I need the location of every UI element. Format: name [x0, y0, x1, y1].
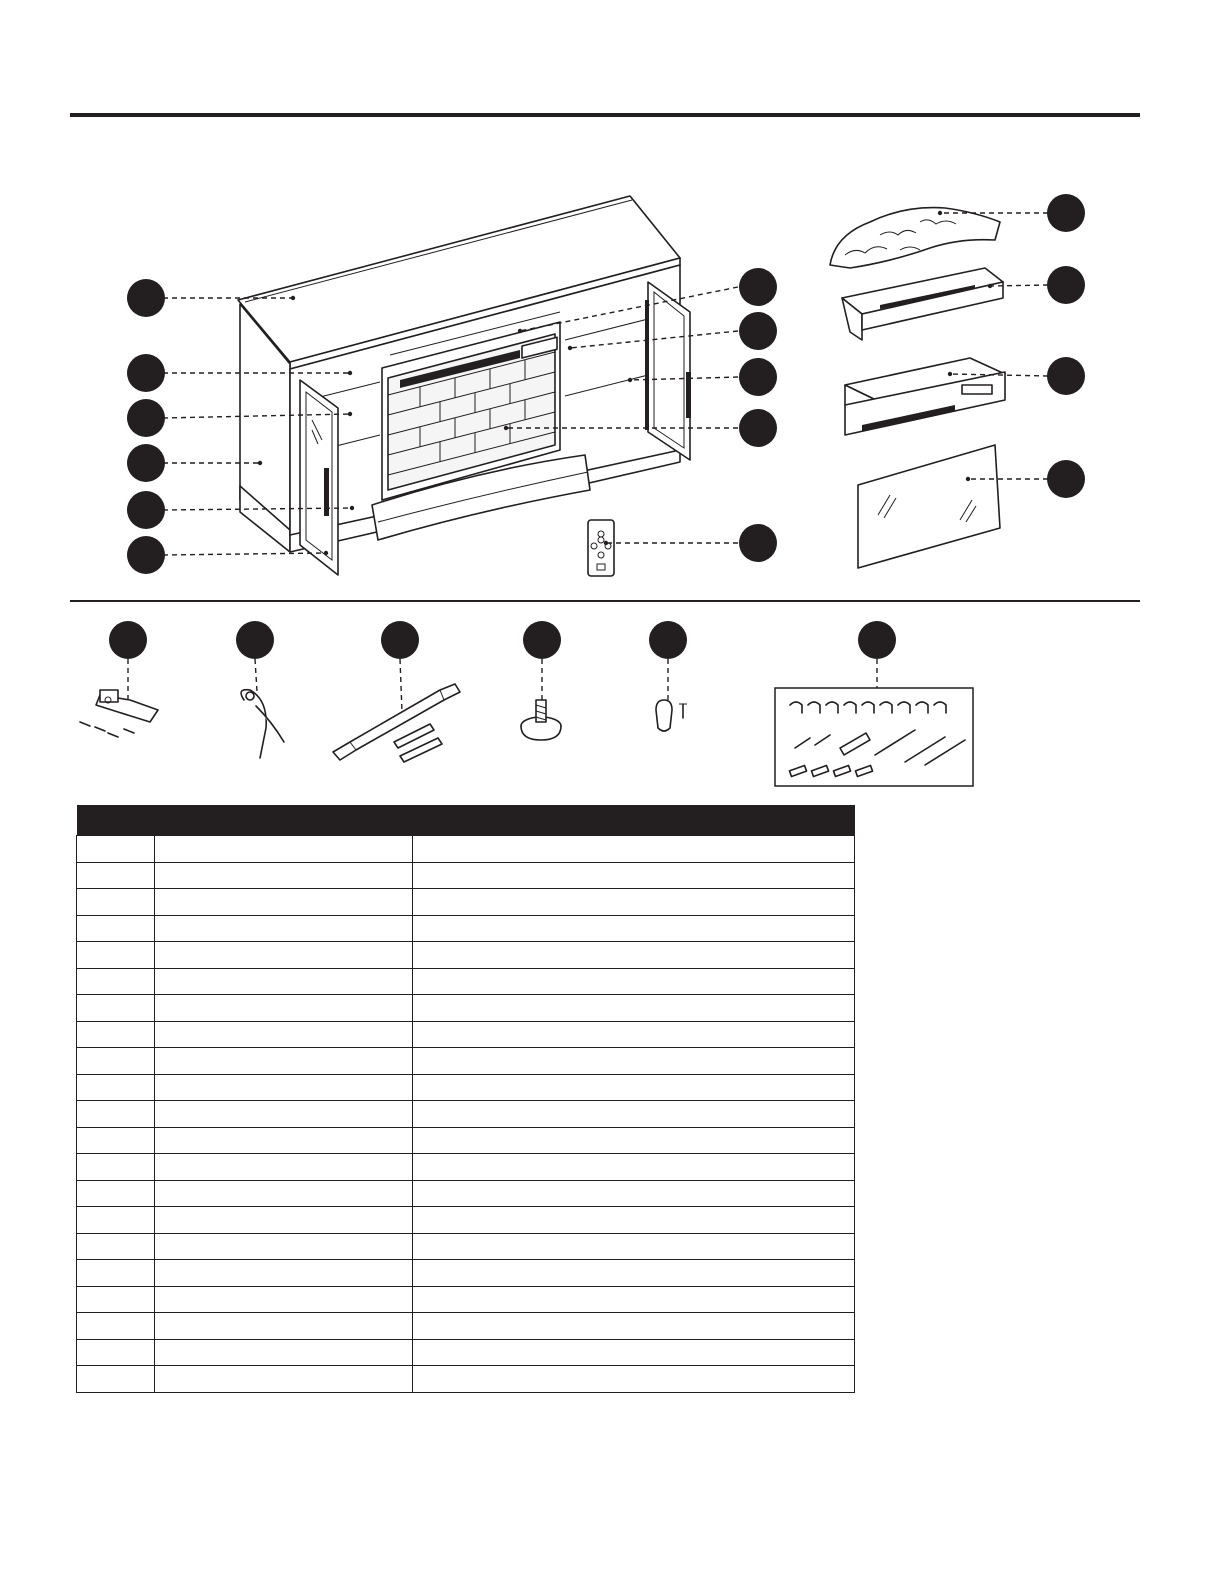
table-row: [77, 1260, 855, 1287]
cell-part: [77, 995, 155, 1022]
table-row: [77, 1127, 855, 1154]
cell-quantity: [413, 1127, 855, 1154]
header-quantity: [413, 805, 855, 836]
callout-bubble: [739, 268, 777, 306]
cell-description: [155, 1101, 413, 1128]
callout-bubble: [127, 491, 165, 529]
table-row: [77, 915, 855, 942]
cell-quantity: [413, 1074, 855, 1101]
table-row: [77, 1313, 855, 1340]
cell-part: [77, 1233, 155, 1260]
cell-quantity: [413, 1339, 855, 1366]
table-row: [77, 862, 855, 889]
cell-description: [155, 1021, 413, 1048]
cell-part: [77, 1260, 155, 1287]
cell-quantity: [413, 1048, 855, 1075]
cell-description: [155, 862, 413, 889]
cell-description: [155, 889, 413, 916]
hardware-pack-illustration: [775, 688, 973, 786]
cell-part: [77, 1101, 155, 1128]
cell-part: [77, 862, 155, 889]
cell-part: [77, 1021, 155, 1048]
cell-description: [155, 1286, 413, 1313]
header-description: [155, 805, 413, 836]
callout-bubble: [127, 536, 165, 574]
heater-insert-illustration: [845, 358, 1005, 435]
table-row: [77, 1366, 855, 1393]
cell-description: [155, 1339, 413, 1366]
hinge-illustration: [80, 690, 158, 737]
flame-unit-illustration: [842, 268, 1003, 340]
cell-quantity: [413, 889, 855, 916]
hardware-bubble: [236, 621, 274, 659]
hardware-bubble: [649, 621, 687, 659]
table-row: [77, 1048, 855, 1075]
cell-description: [155, 1048, 413, 1075]
cell-quantity: [413, 1233, 855, 1260]
table-row: [77, 942, 855, 969]
cell-quantity: [413, 1313, 855, 1340]
cell-quantity: [413, 1286, 855, 1313]
hardware-bubble: [381, 621, 419, 659]
cell-quantity: [413, 836, 855, 863]
cell-description: [155, 1260, 413, 1287]
callout-bubble: [1047, 460, 1085, 498]
callout-bubble: [1047, 194, 1085, 232]
table-row: [77, 1021, 855, 1048]
cell-part: [77, 1180, 155, 1207]
callout-bubble: [739, 358, 777, 396]
table-row: [77, 1101, 855, 1128]
table-header-row: [77, 805, 855, 836]
header-part: [77, 805, 155, 836]
cell-description: [155, 995, 413, 1022]
cell-part: [77, 942, 155, 969]
table-row: [77, 968, 855, 995]
callout-bubble: [739, 524, 777, 562]
table-row: [77, 1233, 855, 1260]
cell-description: [155, 1366, 413, 1393]
cell-description: [155, 942, 413, 969]
table-row: [77, 889, 855, 916]
cell-part: [77, 915, 155, 942]
hardware-bubble: [858, 621, 896, 659]
cell-part: [77, 1074, 155, 1101]
log-set-illustration: [830, 208, 1000, 268]
table-row: [77, 1207, 855, 1234]
cell-description: [155, 1313, 413, 1340]
cell-quantity: [413, 942, 855, 969]
cell-description: [155, 836, 413, 863]
table-row: [77, 1339, 855, 1366]
cable-tie-illustration: [241, 690, 284, 758]
cell-quantity: [413, 968, 855, 995]
cell-description: [155, 1233, 413, 1260]
cell-part: [77, 1366, 155, 1393]
callout-bubble: [127, 399, 165, 437]
callout-bubble: [739, 409, 777, 447]
cell-description: [155, 1154, 413, 1181]
callout-bubble: [739, 312, 777, 350]
cell-part: [77, 1127, 155, 1154]
cell-description: [155, 1074, 413, 1101]
cell-part: [77, 1048, 155, 1075]
cell-quantity: [413, 1366, 855, 1393]
cell-quantity: [413, 1260, 855, 1287]
door-handle-illustration: [333, 684, 460, 762]
cell-quantity: [413, 915, 855, 942]
cell-part: [77, 968, 155, 995]
parts-table-body: [77, 836, 855, 1393]
hardware-bubble: [523, 621, 561, 659]
table-row: [77, 1180, 855, 1207]
cell-description: [155, 1180, 413, 1207]
cell-quantity: [413, 1101, 855, 1128]
table-row: [77, 995, 855, 1022]
cell-quantity: [413, 1207, 855, 1234]
hardware-bubble: [109, 621, 147, 659]
callout-bubble: [127, 279, 165, 317]
cell-quantity: [413, 995, 855, 1022]
cell-part: [77, 1313, 155, 1340]
table-row: [77, 1154, 855, 1181]
cell-part: [77, 836, 155, 863]
cell-part: [77, 1286, 155, 1313]
parts-list-table: [76, 805, 855, 1393]
door-catch-illustration: [656, 700, 687, 731]
cell-part: [77, 1154, 155, 1181]
cell-quantity: [413, 1021, 855, 1048]
callout-bubble: [127, 444, 165, 482]
table-row: [77, 1074, 855, 1101]
table-row: [77, 836, 855, 863]
leveling-foot-illustration: [521, 700, 561, 740]
table-row: [77, 1286, 855, 1313]
cell-quantity: [413, 1154, 855, 1181]
cell-quantity: [413, 1180, 855, 1207]
cell-part: [77, 1207, 155, 1234]
cell-part: [77, 889, 155, 916]
cell-description: [155, 968, 413, 995]
cell-quantity: [413, 862, 855, 889]
callout-bubble: [1047, 266, 1085, 304]
cell-description: [155, 915, 413, 942]
cell-description: [155, 1127, 413, 1154]
cell-description: [155, 1207, 413, 1234]
fireplace-tv-stand-illustration: [238, 196, 691, 576]
callout-bubble: [1047, 357, 1085, 395]
glass-panel-illustration: [858, 445, 1000, 568]
cell-part: [77, 1339, 155, 1366]
callout-bubble: [127, 354, 165, 392]
